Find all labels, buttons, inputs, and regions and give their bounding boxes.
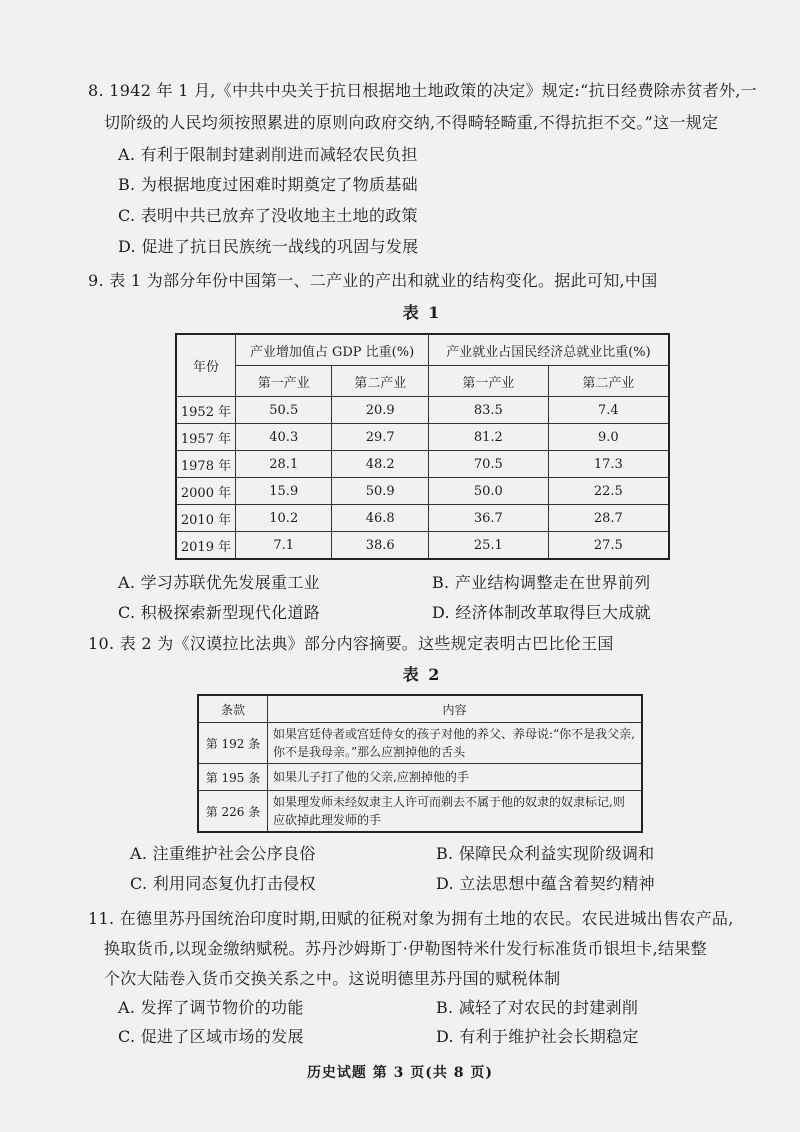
table1-cell: 48.2 [332,451,429,478]
table1-cell: 50.5 [236,397,332,424]
table1-cell: 10.2 [236,505,332,532]
q11-stem-line1: 11. 在德里苏丹国统治印度时期,田赋的征税对象为拥有土地的农民。农民进城出售农产品, [88,909,734,928]
table-row [176,451,669,478]
q11-option-d[interactable]: D. 有利于维护社会长期稳定 [436,1027,639,1046]
q8-option-c[interactable]: C. 表明中共已放弃了没收地主土地的政策 [118,206,418,225]
q11-stem-line2: 换取货币,以现金缴纳赋税。苏丹沙姆斯丁·伊勒图特米什发行标准货币银坦卡,结果整 [104,939,707,958]
table1-sub-header: 第一产业 [428,366,548,397]
table-row [198,723,642,764]
table1-year-header: 年份 [176,334,236,397]
table1-cell: 28.7 [548,505,669,532]
table1-cell: 38.6 [332,532,429,560]
q10-option-a[interactable]: A. 注重维护社会公序良俗 [130,844,316,863]
q10-option-c[interactable]: C. 利用同态复仇打击侵权 [130,874,316,893]
table1-cell: 70.5 [428,451,548,478]
table1-cell: 25.1 [428,532,548,560]
q9-option-c[interactable]: C. 积极探索新型现代化道路 [118,603,321,622]
q8-stem-line1: 8. 1942 年 1 月,《中共中央关于抗日根据地土地政策的决定》规定:“抗日经费除赤贫者外,一 [88,81,757,100]
table1-cell: 83.5 [428,397,548,424]
q8-option-d[interactable]: D. 促进了抗日民族统一战线的巩固与发展 [118,237,419,256]
q11-option-a[interactable]: A. 发挥了调节物价的功能 [118,998,304,1017]
table1-sub-header: 第二产业 [332,366,429,397]
table1-sub-header: 第一产业 [236,366,332,397]
table1-cell: 2000 年 [176,478,236,505]
table1-cell: 7.1 [236,532,332,560]
q10-option-d[interactable]: D. 立法思想中蕴含着契约精神 [436,874,655,893]
q9-option-b[interactable]: B. 产业结构调整走在世界前列 [432,573,651,592]
q10-stem: 10. 表 2 为《汉谟拉比法典》部分内容摘要。这些规定表明古巴比伦王国 [88,634,614,653]
table1-cell: 17.3 [548,451,669,478]
page-footer: 历史试题 第 3 页(共 8 页) [306,1065,494,1081]
table1-cell: 50.9 [332,478,429,505]
table2-article: 第 195 条 [198,764,268,791]
table2-header-article: 条款 [198,695,268,723]
table-row [176,424,669,451]
table2-article: 第 192 条 [198,723,268,764]
q11-stem-line3: 个次大陆卷入货币交换关系之中。这说明德里苏丹国的赋税体制 [104,969,561,988]
table1-cell: 2019 年 [176,532,236,560]
table2-article: 第 226 条 [198,791,268,833]
q8-stem-line2: 切阶级的人民均须按照累进的原则向政府交纳,不得畸轻畸重,不得抗拒不交。”这一规定 [104,113,719,132]
q9-option-a[interactable]: A. 学习苏联优先发展重工业 [118,573,320,592]
table-row [176,532,669,560]
table1-cell: 22.5 [548,478,669,505]
table1-cell: 20.9 [332,397,429,424]
table1 [175,333,670,560]
table1-cell: 15.9 [236,478,332,505]
q10-option-b[interactable]: B. 保障民众利益实现阶级调和 [436,844,655,863]
q11-option-b[interactable]: B. 减轻了对农民的封建剥削 [436,998,639,1017]
table1-cell: 9.0 [548,424,669,451]
table1-cell: 36.7 [428,505,548,532]
table1-cell: 28.1 [236,451,332,478]
table2-content: 如果宫廷侍者或宫廷侍女的孩子对他的养父、养母说:“你不是我父亲,你不是我母亲。”那么应割掉他的舌头 [268,723,643,764]
q8-option-b[interactable]: B. 为根据地度过困难时期奠定了物质基础 [118,175,418,194]
q8-option-a[interactable]: A. 有利于限制封建剥削进而减轻农民负担 [118,145,418,164]
table1-cell: 29.7 [332,424,429,451]
table1-sub-header: 第二产业 [548,366,669,397]
table1-cell: 1957 年 [176,424,236,451]
table-row [198,791,642,833]
table1-group1-header: 产业增加值占 GDP 比重(%) [236,334,429,366]
table1-cell: 50.0 [428,478,548,505]
table1-group2-header: 产业就业占国民经济总就业比重(%) [428,334,669,366]
table2-caption: 表 2 [402,665,442,684]
q9-stem: 9. 表 1 为部分年份中国第一、二产业的产出和就业的结构变化。据此可知,中国 [88,271,658,290]
table1-cell: 1978 年 [176,451,236,478]
table-row [176,505,669,532]
table1-cell: 27.5 [548,532,669,560]
table1-cell: 1952 年 [176,397,236,424]
table-row [176,478,669,505]
table2-header-content: 内容 [268,695,643,723]
table2-content: 如果理发师未经奴隶主人许可而剃去不属于他的奴隶的奴隶标记,则应砍掉此理发师的手 [268,791,643,833]
table1-cell: 46.8 [332,505,429,532]
table1-cell: 7.4 [548,397,669,424]
table1-caption: 表 1 [402,303,442,322]
table-row [176,397,669,424]
table1-cell: 2010 年 [176,505,236,532]
table-row [198,764,642,791]
table2 [197,694,643,833]
table1-cell: 81.2 [428,424,548,451]
q9-option-d[interactable]: D. 经济体制改革取得巨大成就 [432,603,651,622]
q11-option-c[interactable]: C. 促进了区域市场的发展 [118,1027,304,1046]
table1-cell: 40.3 [236,424,332,451]
table2-content: 如果儿子打了他的父亲,应割掉他的手 [268,764,643,791]
